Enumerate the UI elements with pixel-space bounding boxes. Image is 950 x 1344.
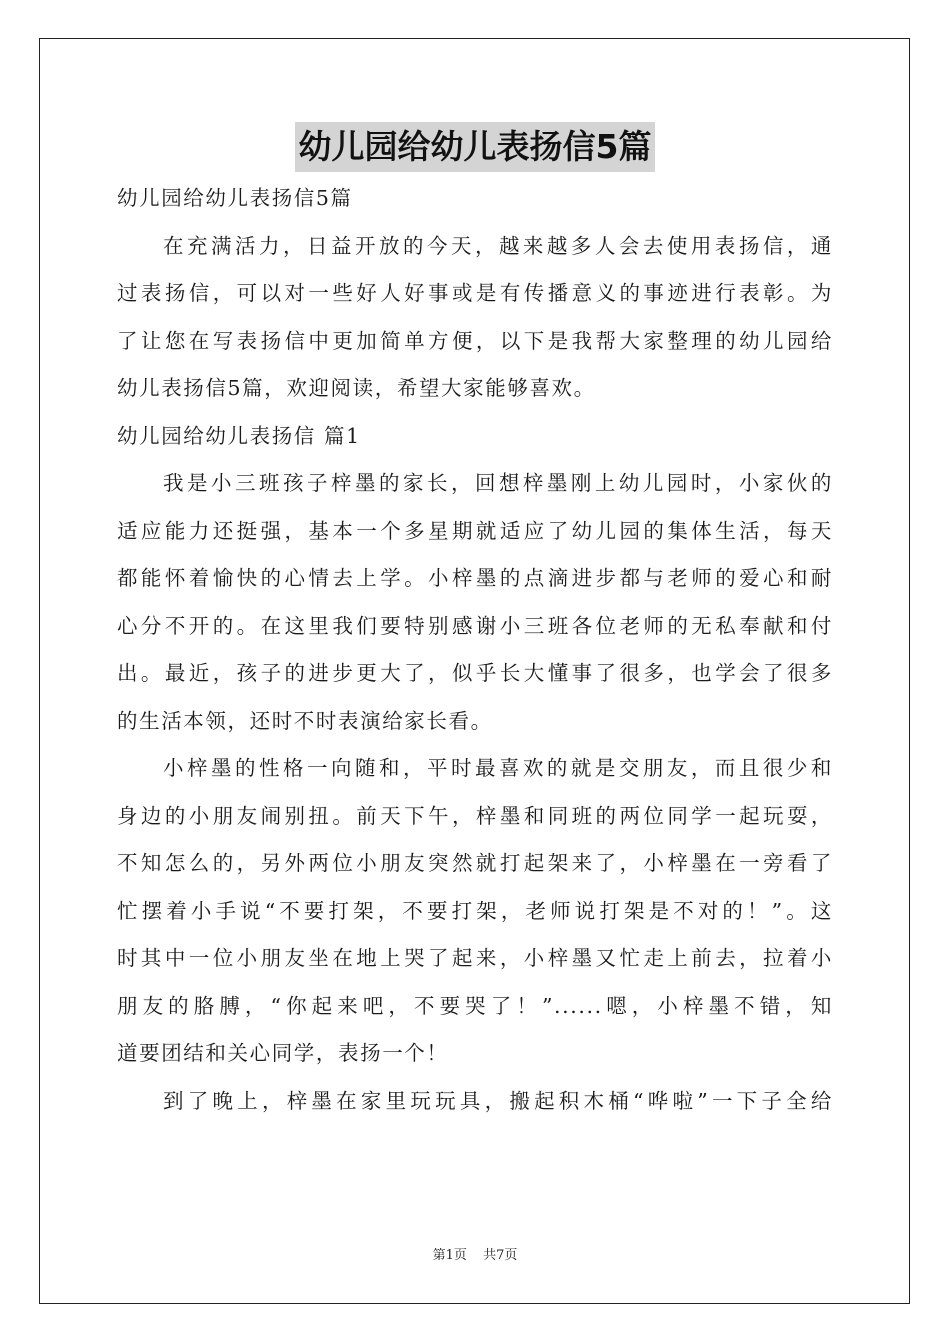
text-line: 朋友的胳膊，“你起来吧，不要哭了！”......嗯，小梓墨不错，知 (117, 993, 833, 1018)
title-container (0, 122, 950, 172)
text-line: 在充满活力，日益开放的今天，越来越多人会去使用表扬信，通 (163, 233, 833, 258)
text-line: 身边的小朋友闹别扭。前天下午，梓墨和同班的两位同学一起玩耍， (117, 803, 833, 828)
document-title: 幼儿园给幼儿表扬信5篇 (295, 122, 656, 172)
text-line: 的生活本领，还时不时表演给家长看。 (117, 708, 493, 733)
page-total: 共7页 (483, 1248, 518, 1263)
text-line: 不知怎么的，另外两位小朋友突然就打起架来了，小梓墨在一旁看了 (117, 851, 833, 875)
text-line: 都能怀着愉快的心情去上学。小梓墨的点滴进步都与老师的爱心和耐 (117, 566, 833, 590)
text-line: 小梓墨的性格一向随和，平时最喜欢的就是交朋友，而且很少和 (163, 756, 833, 780)
section-heading: 幼儿园给幼儿表扬信5篇 (117, 186, 353, 210)
text-line: 忙摆着小手说“不要打架，不要打架，老师说打架是不对的！”。这 (117, 898, 833, 923)
text-line: 幼儿表扬信5篇，欢迎阅读，希望大家能够喜欢。 (117, 376, 596, 400)
text-line: 到了晚上，梓墨在家里玩玩具，搬起积木桶“哗啦”一下子全给 (163, 1088, 833, 1113)
text-line: 出。最近，孩子的进步更大了，似乎长大懂事了很多，也学会了很多 (117, 661, 833, 685)
section-heading: 幼儿园给幼儿表扬信 篇1 (117, 423, 361, 448)
text-line: 了让您在写表扬信中更加简单方便，以下是我帮大家整理的幼儿园给 (117, 328, 833, 353)
document-body (117, 175, 833, 1125)
text-line: 过表扬信，可以对一些好人好事或是有传播意义的事迹进行表彰。为 (117, 281, 833, 305)
text-line: 适应能力还挺强，基本一个多星期就适应了幼儿园的集体生活，每天 (117, 518, 833, 543)
text-line: 道要团结和关心同学，表扬一个！ (117, 1041, 449, 1065)
text-line: 我是小三班孩子梓墨的家长，回想梓墨刚上幼儿园时，小家伙的 (163, 471, 833, 495)
page-footer (0, 1244, 950, 1263)
page-number: 第1页 (432, 1248, 467, 1263)
text-line: 时其中一位小朋友坐在地上哭了起来，小梓墨又忙走上前去，拉着小 (117, 946, 833, 970)
text-line: 心分不开的。在这里我们要特别感谢小三班各位老师的无私奉献和付 (117, 613, 833, 638)
